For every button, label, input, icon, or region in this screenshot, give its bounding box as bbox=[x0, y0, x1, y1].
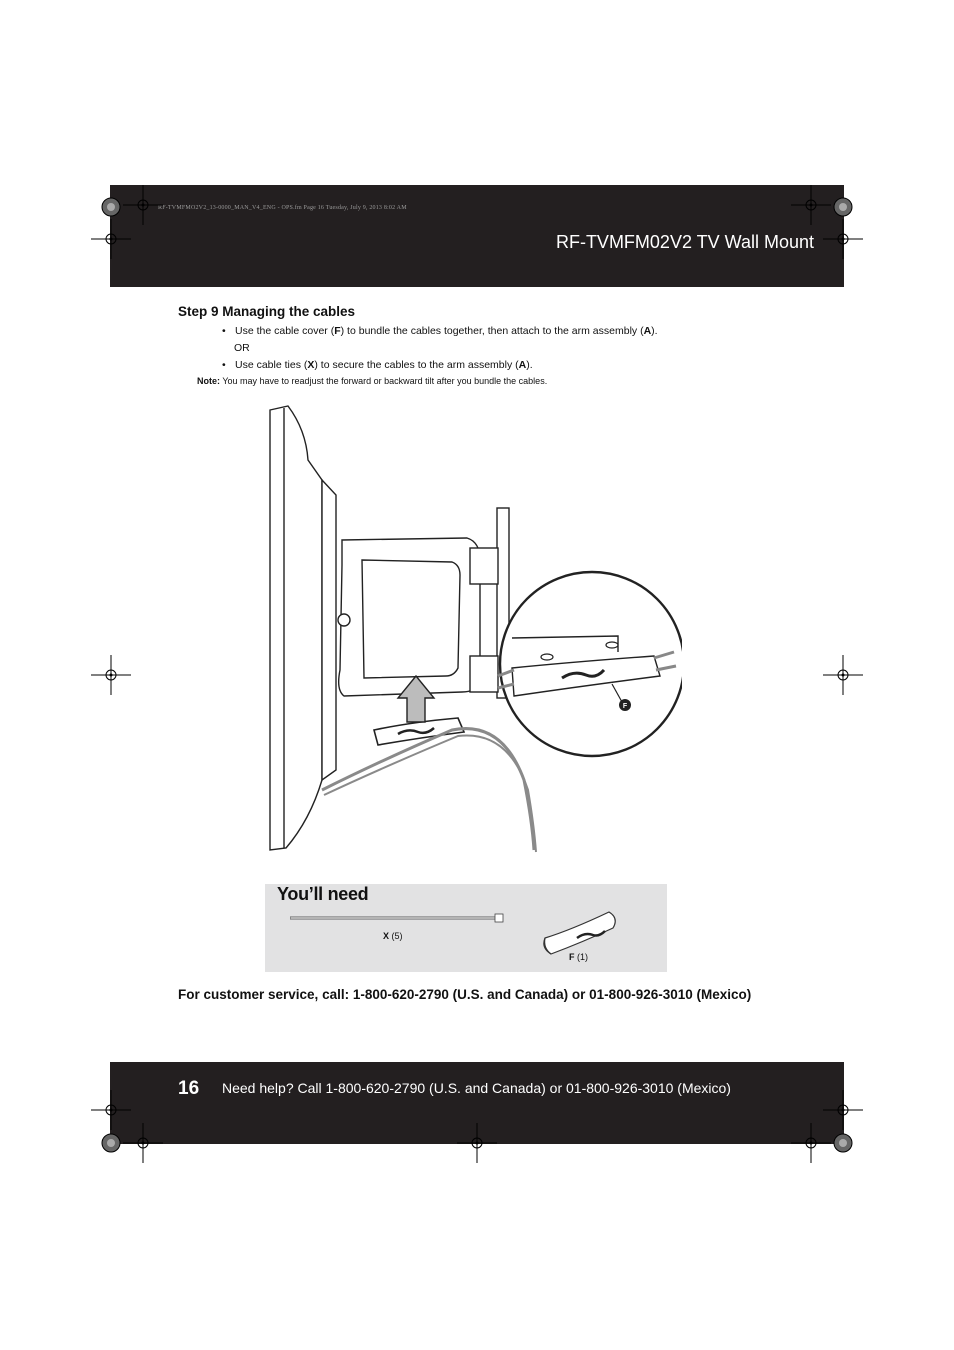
registration-mark-icon bbox=[457, 1123, 497, 1163]
part-letter-a: A bbox=[643, 325, 652, 337]
registration-mark-icon bbox=[791, 1123, 831, 1163]
registration-mark-icon bbox=[823, 219, 863, 259]
color-target-icon bbox=[100, 196, 122, 218]
item-label-x: X (5) bbox=[383, 931, 403, 941]
step-heading: Step 9 Managing the cables bbox=[178, 304, 356, 319]
youll-need-box bbox=[265, 884, 667, 972]
item-label-f: F (1) bbox=[569, 952, 588, 962]
or-text: OR bbox=[234, 342, 250, 354]
page-number: 16 bbox=[178, 1078, 200, 1099]
note-label: Note: bbox=[197, 376, 220, 386]
registration-mark-icon bbox=[91, 655, 131, 695]
part-letter-a: A bbox=[518, 359, 527, 371]
part-letter-f: F bbox=[334, 325, 341, 337]
bullet-item-cable-cover: • Use the cable cover (F) to bundle the cables together, then attach to the arm assembly (A). bbox=[222, 325, 658, 337]
cable-cover-icon bbox=[541, 908, 621, 958]
bullet-dot: • bbox=[222, 359, 226, 371]
registration-mark-icon bbox=[823, 655, 863, 695]
registration-mark-icon bbox=[123, 185, 163, 225]
callout-label-f: F bbox=[622, 703, 628, 710]
bullet-item-cable-ties: • Use cable ties (X) to secure the cables to the arm assembly (A). bbox=[222, 359, 533, 371]
registration-mark-icon bbox=[791, 185, 831, 225]
tv-bracket bbox=[322, 480, 336, 780]
color-target-icon bbox=[100, 1132, 122, 1154]
cable-management-illustration bbox=[262, 400, 682, 860]
help-line: Need help? Call 1-800-620-2790 (U.S. and Canada) or 01-800-926-3010 (Mexico) bbox=[222, 1080, 731, 1096]
customer-service-line: For customer service, call: 1-800-620-2790 (U.S. and Canada) or 01-800-926-3010 (Mexico) bbox=[178, 987, 752, 1002]
color-target-icon bbox=[832, 1132, 854, 1154]
cable-tie-icon bbox=[290, 912, 505, 924]
note-text: You may have to readjust the forward or backward tilt after you bundle the cables. bbox=[220, 376, 548, 386]
registration-mark-icon bbox=[91, 219, 131, 259]
color-target-icon bbox=[832, 196, 854, 218]
file-slug: RF-TVMFMO2V2_13-0000_MAN_V4_ENG - OPS.fm Page 16 Tuesday, July 9, 2013 8:02 AM bbox=[158, 205, 407, 211]
product-title: RF-TVMFM02V2 TV Wall Mount bbox=[555, 232, 814, 252]
note bbox=[197, 376, 547, 386]
tv-panel bbox=[270, 406, 322, 850]
zoom-callout bbox=[498, 572, 682, 756]
bullet-dot: • bbox=[222, 325, 226, 337]
youll-need-title: You’ll need bbox=[277, 884, 369, 904]
registration-mark-icon bbox=[123, 1123, 163, 1163]
part-letter-x: X bbox=[307, 359, 315, 371]
